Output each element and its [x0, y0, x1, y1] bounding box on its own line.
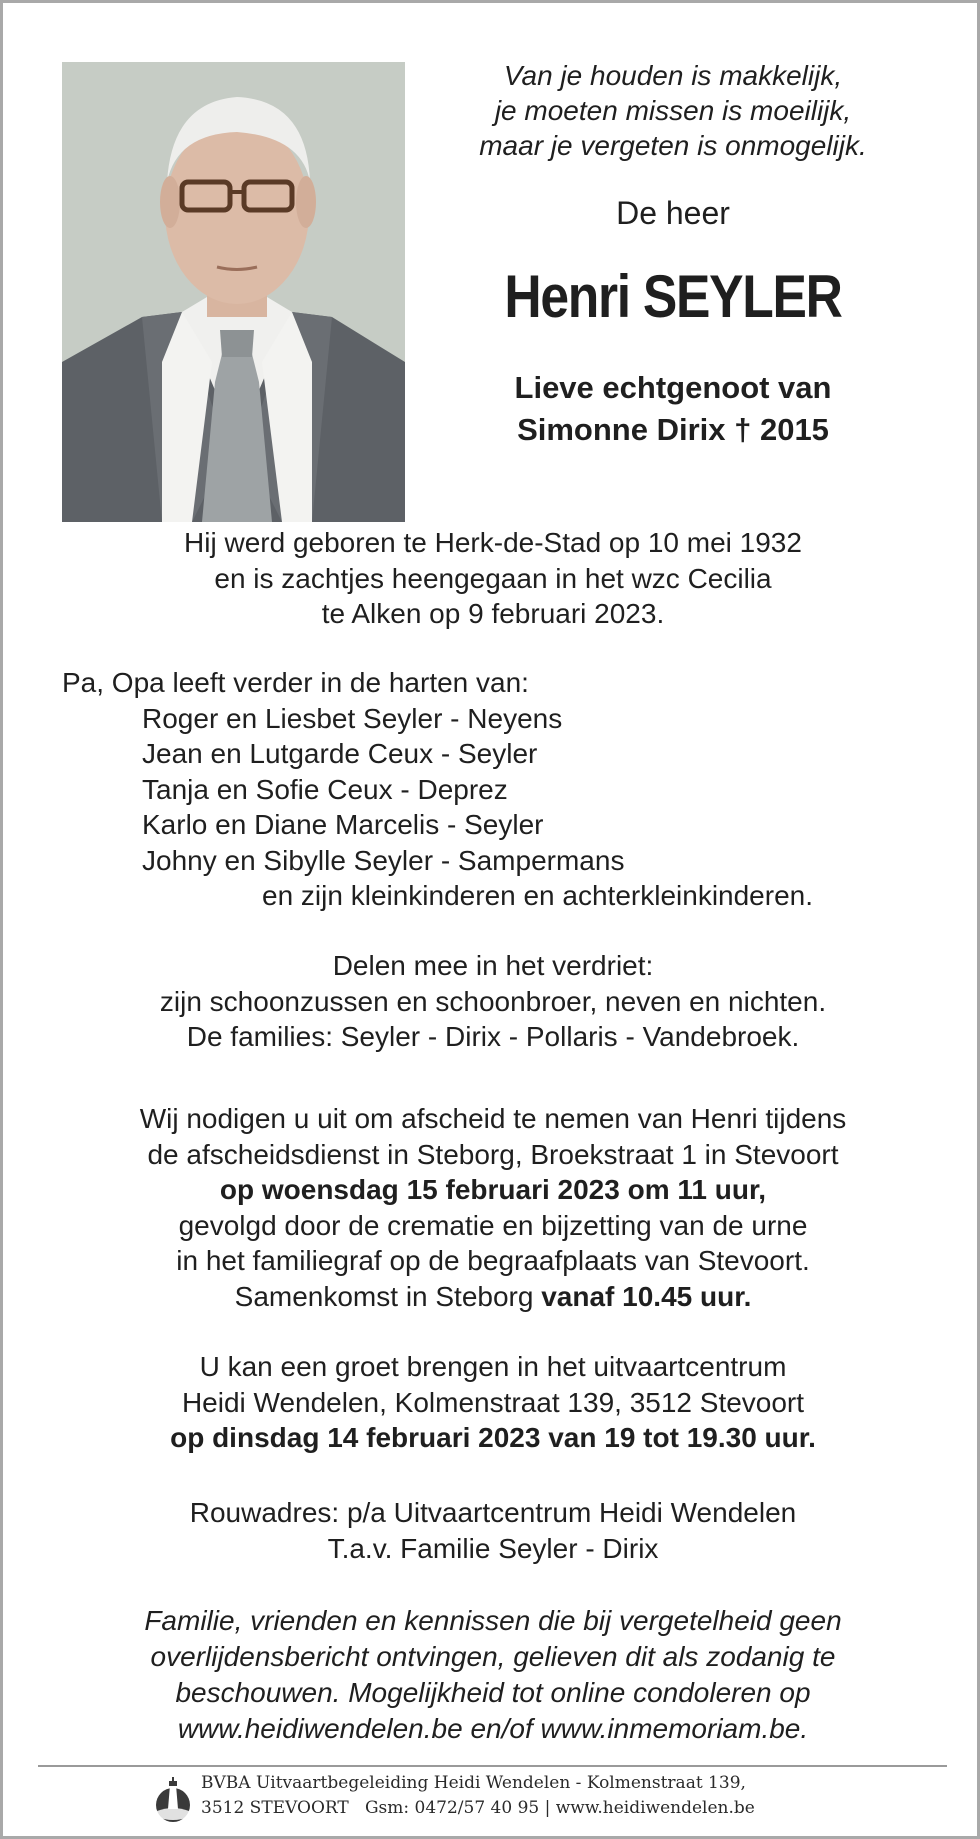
visit-date: op dinsdag 14 februari 2023 van 19 tot 19.30 uur.: [170, 1422, 816, 1453]
survivor-item: Tanja en Sofie Ceux - Deprez: [142, 773, 508, 805]
lighthouse-logo-icon: [153, 1775, 193, 1825]
service-line: in het familiegraf op de begraafplaats van Stevoort.: [176, 1245, 810, 1276]
deceased-name: Henri SEYLER: [504, 263, 842, 330]
poem-line: Van je houden is makkelijk,: [503, 60, 843, 91]
service-line: gevolgd door de crematie en bijzetting van de urne: [178, 1209, 808, 1241]
sorrow-section: [43, 948, 943, 1055]
spouse-line: Simonne Dirix † 2015: [517, 412, 829, 447]
closing-line: Familie, vrienden en kennissen die bij vergetelheid geen: [144, 1605, 842, 1636]
survivor-item: Johny en Sibylle Seyler - Sampermans: [142, 844, 625, 876]
spouse-info: [443, 367, 903, 451]
service-date: op woensdag 15 februari 2023 om 11 uur,: [219, 1174, 767, 1205]
address-line: Rouwadres: p/a Uitvaartcentrum Heidi Wendelen: [189, 1497, 797, 1528]
sorrow-line: Delen mee in het verdriet:: [332, 950, 654, 981]
closing-line: beschouwen. Mogelijkheid tot online condoleren op: [175, 1677, 811, 1708]
sorrow-line: zijn schoonzussen en schoonbroer, neven en nichten.: [159, 985, 827, 1017]
gathering-prefix: Samenkomst in Steborg: [234, 1280, 542, 1312]
service-line: de afscheidsdienst in Steborg, Broekstraat 1 in Stevoort: [147, 1138, 839, 1170]
birth-death-info: [43, 525, 943, 632]
spouse-line: Lieve echtgenoot van: [514, 370, 832, 405]
birth-line: en is zachtjes heengegaan in het wzc Cecilia: [214, 562, 772, 594]
portrait-photo: [62, 62, 405, 522]
visit-line: U kan een groet brengen in het uitvaartcentrum: [199, 1351, 787, 1382]
gathering-time: vanaf 10.45 uur.: [541, 1280, 752, 1312]
footer-text: [201, 1771, 801, 1821]
survivor-item: Jean en Lutgarde Ceux - Seyler: [142, 738, 538, 769]
sorrow-line: De families: Seyler - Dirix - Pollaris - Vandebroek.: [186, 1021, 800, 1052]
survivors-list: [62, 665, 922, 914]
footer-divider: [38, 1765, 947, 1767]
birth-line: te Alken op 9 februari 2023.: [321, 598, 665, 629]
poem: [443, 58, 903, 163]
service-line: Wij nodigen u uit om afscheid te nemen van Henri tijdens: [139, 1103, 847, 1134]
poem-line: je moeten missen is moeilijk,: [494, 95, 852, 126]
mourning-address: [43, 1495, 943, 1566]
survivor-item: Roger en Liesbet Seyler - Neyens: [142, 702, 563, 734]
closing-note: [43, 1603, 943, 1747]
poem-line: maar je vergeten is onmogelijk.: [479, 130, 867, 161]
survivors-grandchildren: en zijn kleinkinderen en achterkleinkinderen.: [262, 880, 814, 911]
footer-line: BVBA Uitvaartbegeleiding Heidi Wendelen - Kolmenstraat 139,: [201, 1773, 746, 1793]
honorific: De heer: [616, 195, 730, 231]
gathering-line: [43, 1279, 943, 1315]
visit-section: [43, 1349, 943, 1456]
survivor-item: Karlo en Diane Marcelis - Seyler: [142, 809, 544, 840]
service-section: [43, 1101, 943, 1314]
survivors-intro: Pa, Opa leeft verder in de harten van:: [62, 667, 529, 698]
birth-line: Hij werd geboren te Herk-de-Stad op 10 mei 1932: [184, 527, 802, 558]
closing-line: www.heidiwendelen.be en/of www.inmemoriam.be.: [177, 1713, 809, 1744]
footer-line: 3512 STEVOORT Gsm: 0472/57 40 95 | www.heidiwendelen.be: [201, 1798, 755, 1818]
address-line: T.a.v. Familie Seyler - Dirix: [327, 1532, 659, 1564]
closing-line: overlijdensbericht ontvingen, gelieven dit als zodanig te: [150, 1641, 836, 1672]
visit-line: Heidi Wendelen, Kolmenstraat 139, 3512 Stevoort: [181, 1386, 805, 1418]
